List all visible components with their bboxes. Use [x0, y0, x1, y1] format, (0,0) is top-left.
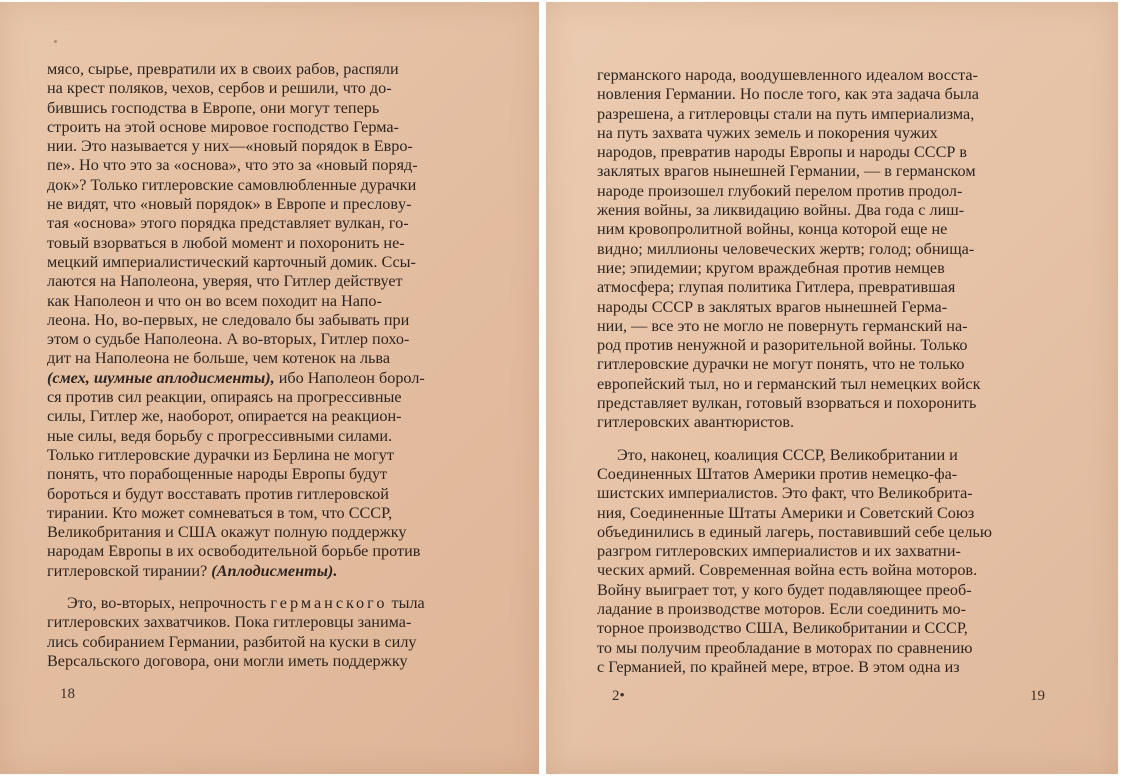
text-fragment: дит на Наполеона не больше, чем котенок на льва [47, 349, 391, 368]
applause-note: (смех, шумные аплодисменты), [47, 368, 275, 387]
text-line: строить на этой основе мировое господство Герма- [47, 117, 399, 136]
text-line: ние; эпидемии; кругом враждебная против немцев [597, 258, 945, 277]
text-line: народы СССР в заклятых врагов нынешней Герма- [597, 297, 948, 316]
left-page-text [47, 60, 513, 671]
text-line: Войну выиграет тот, у кого будет подавляющее преоб- [597, 580, 972, 599]
text-line: шистских империалистов. Это факт, что Великобрита- [597, 484, 973, 503]
text-line: с Германией, по крайней мере, втрое. В этом одна из [597, 657, 960, 676]
text-line: род против ненужной и разорительной войны. Только [597, 336, 968, 355]
text-line: мецкий империалистический карточный домик. Ссы- [47, 252, 416, 271]
text-line [47, 562, 513, 581]
text-line: лаются на Наполеона, уверяя, что Гитлер действует [47, 272, 403, 291]
text-line: германского народа, воодушевленного идеалом восста- [597, 66, 978, 84]
text-line: как Наполеон и что он во всем походит на Напо- [47, 291, 382, 310]
text-line: док»? Только гитлеровские самовлюбленные дурачки [47, 175, 417, 194]
text-line [47, 369, 513, 388]
text-line: понять, что порабощенные народы Европы будут [47, 465, 388, 484]
text-line: новления Германии. Но после того, как эта задача была [597, 85, 979, 104]
text-line: силы, Гитлер же, наоборот, опирается на реакцион- [47, 407, 402, 426]
text-line: не видят, что «новый порядок» в Европе и пресловy- [47, 195, 412, 214]
text-line: ладание в производстве моторов. Если соединить мо- [597, 600, 967, 619]
text-line: гитлеровские дурачки не могут понять, что не только [597, 355, 965, 374]
text-line: ческих армий. Современная война есть война моторов. [597, 561, 978, 580]
text-line: на путь захвата чужих земель и покорения чужих [597, 123, 938, 142]
text-line: Великобритания и США окажут полную поддержку [47, 523, 407, 542]
text-line: тирании. Кто может сомневаться в том, что СССР, [47, 503, 393, 522]
text-line: ния, Соединенные Штаты Америки и Советский Союз [597, 503, 975, 522]
text-line: бившись господства в Европе, они могут теперь [47, 98, 380, 117]
text-line: гитлеровских захватчиков. Пока гитлеровцы занима- [47, 613, 412, 632]
text-line: то мы получим преобладание в моторах по сравнению [597, 638, 973, 657]
text-line: мясо, сырье, превратили их в своих рабов, распяли [47, 60, 399, 78]
text-line: народов, превратив народы Европы и народы СССР в [597, 143, 968, 162]
text-fragment: тыла [387, 594, 425, 613]
paper-speck [54, 40, 57, 43]
text-line: бороться и будут восставать против гитлеровской [47, 484, 389, 503]
text-line: этом о судьбе Наполеона. А во-вторых, Гитлер похо- [47, 330, 410, 349]
text-line: нии. Это называется у них—«новый порядок в Евро- [47, 137, 413, 156]
text-line: торное производство США, Великобритании и СССР, [597, 619, 968, 638]
text-line: видно; миллионы человеческих жертв; голод; обнища- [597, 239, 975, 258]
right-page [546, 2, 1118, 774]
text-line: тая «основа» этого порядка представляет вулкан, го- [47, 214, 409, 233]
text-line [47, 594, 513, 613]
footer-mark: 2• [612, 688, 625, 704]
text-line: Версальского договора, они могли иметь поддержку [47, 651, 408, 670]
text-line: атмосфера; глупая политика Гитлера, превратившая [597, 278, 956, 297]
text-line: гитлеровских авантюристов. [597, 413, 795, 432]
text-line: Соединенных Штатов Америки против немецко-фа- [597, 464, 958, 483]
text-line: ся против сил реакции, опираясь на прогрессивные [47, 388, 402, 407]
text-line: ним кровопролитной войны, конца которой еще не [597, 220, 948, 239]
text-line: на крест поляков, чехов, сербов и решили, что до- [47, 79, 392, 98]
text-line: представляет вулкан, готовый взорваться и похоронить [597, 394, 977, 413]
text-fragment: Это, во-вторых, непрочность [67, 594, 271, 613]
text-line: народам Европы в их освободительной борьбе против [47, 542, 421, 561]
text-fragment: гитлеровской тирании? [47, 561, 212, 580]
text-line: европейский тыл, но и германский тыл немецких войск [597, 374, 981, 393]
text-line: лись собиранием Германии, разбитой на куски в силу [47, 632, 417, 651]
text-line: ные силы, ведя борьбу с прогрессивными силами. [47, 426, 393, 445]
text-fragment: ибо Наполеон борол- [274, 368, 425, 387]
text-line: народе произошел глубокий перелом против продол- [597, 181, 963, 200]
right-page-text [597, 66, 1081, 677]
text-line: заклятых врагов нынешней Германии, — в германском [597, 162, 976, 181]
text-line: разгром гитлеровских империалистов и их захватни- [597, 542, 961, 561]
text-line: объединились в единый лагерь, поставивший себе целью [597, 522, 992, 541]
text-line [47, 349, 513, 368]
left-page [0, 2, 539, 774]
text-line: пе». Но что это за «основа», что это за «новый поряд- [47, 156, 418, 175]
text-line: жения войны, за ликвидацию войны. Два года с лиш- [597, 201, 965, 220]
text-line: леона. Но, во-первых, не следовало бы забывать при [47, 310, 410, 329]
spaced-word: германского [270, 594, 388, 613]
text-line: Это, наконец, коалиция СССР, Великобритании и [617, 445, 958, 464]
text-line: товый взорваться в любой момент и похоронить не- [47, 233, 405, 252]
page-number: 18 [60, 686, 75, 702]
applause-note: (Аплодисменты). [211, 561, 338, 580]
text-line: Только гитлеровские дурачки из Берлина не могут [47, 445, 394, 464]
page-number: 19 [1030, 688, 1045, 704]
text-line: разрешена, а гитлеровцы стали на путь империализма, [597, 104, 975, 123]
text-line: нии, — все это не могло не повернуть германский на- [597, 316, 968, 335]
